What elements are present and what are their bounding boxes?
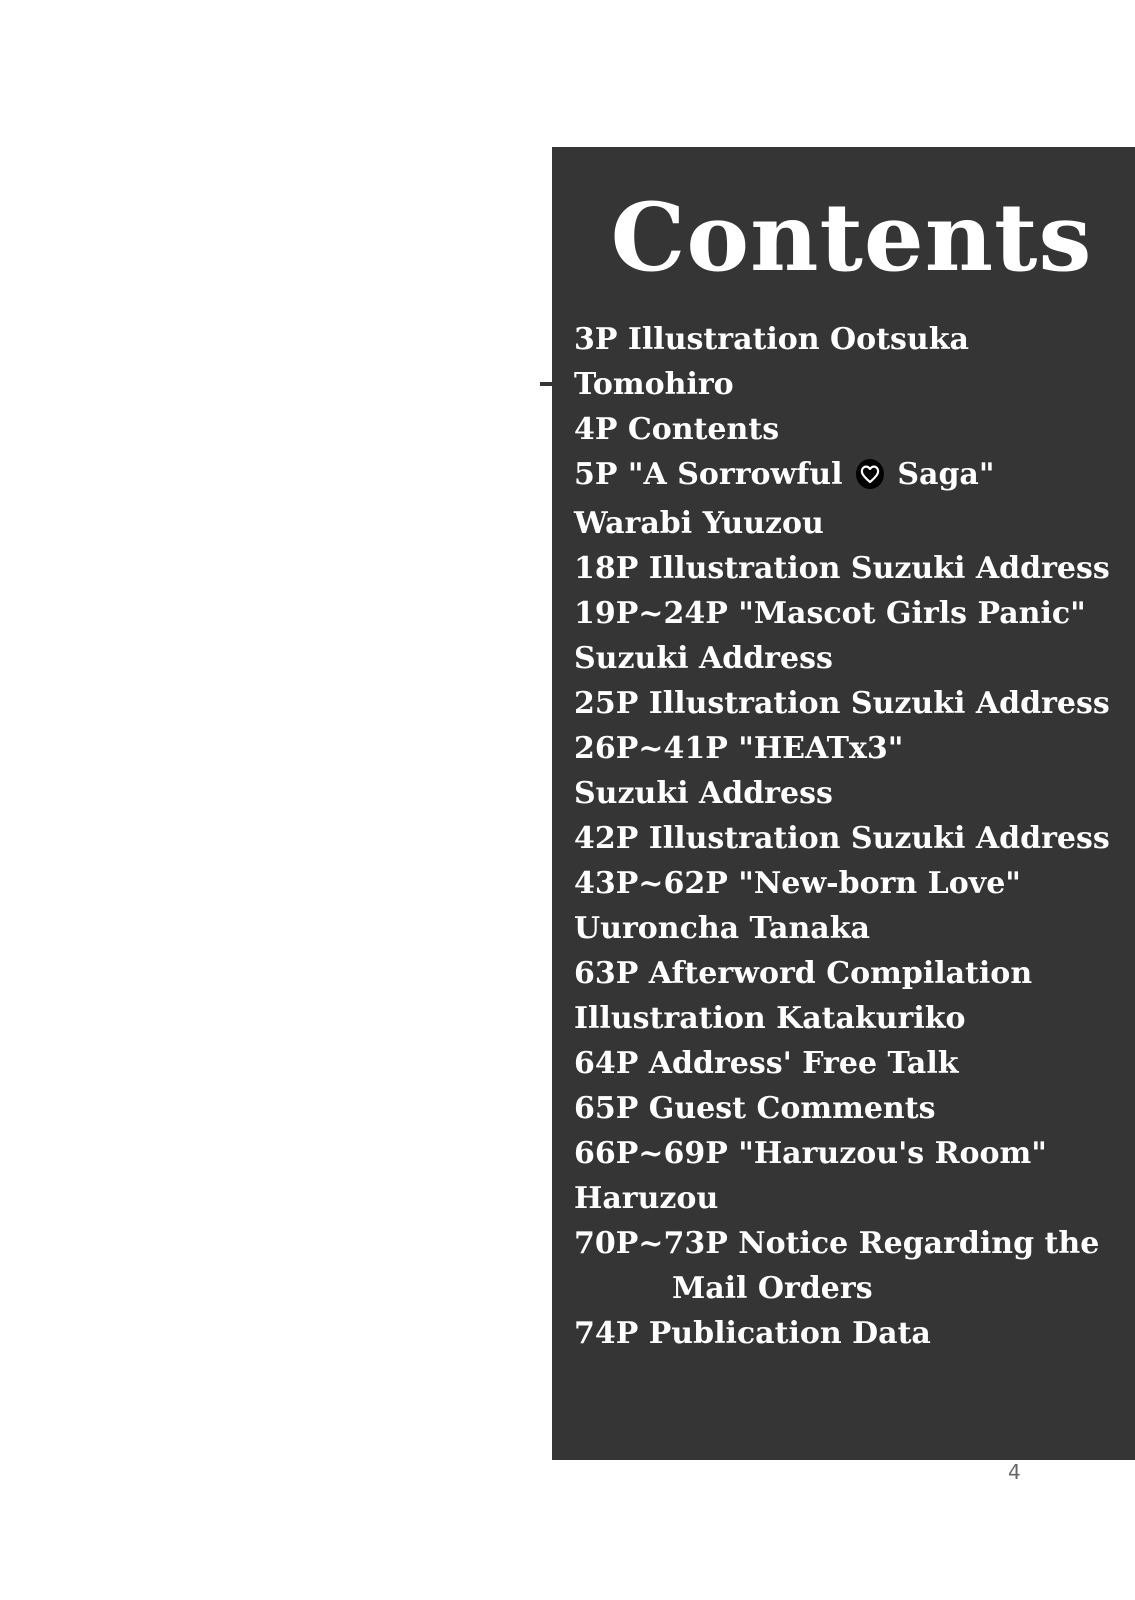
entry-text: Saga" <box>886 457 995 492</box>
contents-entry: 74P Publication Data <box>574 1316 931 1351</box>
entry-text: 5P "A Sorrowful <box>574 457 853 492</box>
contents-entry: 70P~73P Notice Regarding the <box>574 1226 1100 1261</box>
contents-entry: Suzuki Address <box>574 776 833 811</box>
contents-entry: Warabi Yuuzou <box>574 506 824 541</box>
contents-entry: 4P Contents <box>574 412 780 447</box>
contents-entry: Illustration Katakuriko <box>574 1001 966 1036</box>
contents-entry: 66P~69P "Haruzou's Room" <box>574 1136 1047 1171</box>
contents-entry: Mail Orders <box>672 1271 873 1306</box>
contents-entry: 42P Illustration Suzuki Address <box>574 821 1110 856</box>
contents-entry: Suzuki Address <box>574 641 833 676</box>
contents-entry: 43P~62P "New-born Love" <box>574 866 1021 901</box>
contents-entry: 26P~41P "HEATx3" <box>574 731 904 766</box>
contents-entry: Haruzou <box>574 1181 719 1216</box>
page-title: Contents <box>610 183 1093 293</box>
page-number: 4 <box>1008 1460 1021 1484</box>
contents-entry: Tomohiro <box>574 367 734 402</box>
contents-entry <box>574 452 1134 497</box>
contents-list <box>574 317 1134 1356</box>
heart-icon <box>855 458 885 490</box>
contents-entry: 65P Guest Comments <box>574 1091 936 1126</box>
contents-entry: 18P Illustration Suzuki Address <box>574 551 1110 586</box>
contents-entry: 3P Illustration Ootsuka <box>574 322 969 357</box>
contents-entry: 19P~24P "Mascot Girls Panic" <box>574 596 1086 631</box>
panel-edge-mark <box>540 382 556 386</box>
contents-entry: 25P Illustration Suzuki Address <box>574 686 1110 721</box>
contents-entry: 64P Address' Free Talk <box>574 1046 959 1081</box>
panel-edge-mark <box>970 1430 1135 1460</box>
contents-entry: Uuroncha Tanaka <box>574 911 870 946</box>
contents-entry: 63P Afterword Compilation <box>574 956 1033 991</box>
